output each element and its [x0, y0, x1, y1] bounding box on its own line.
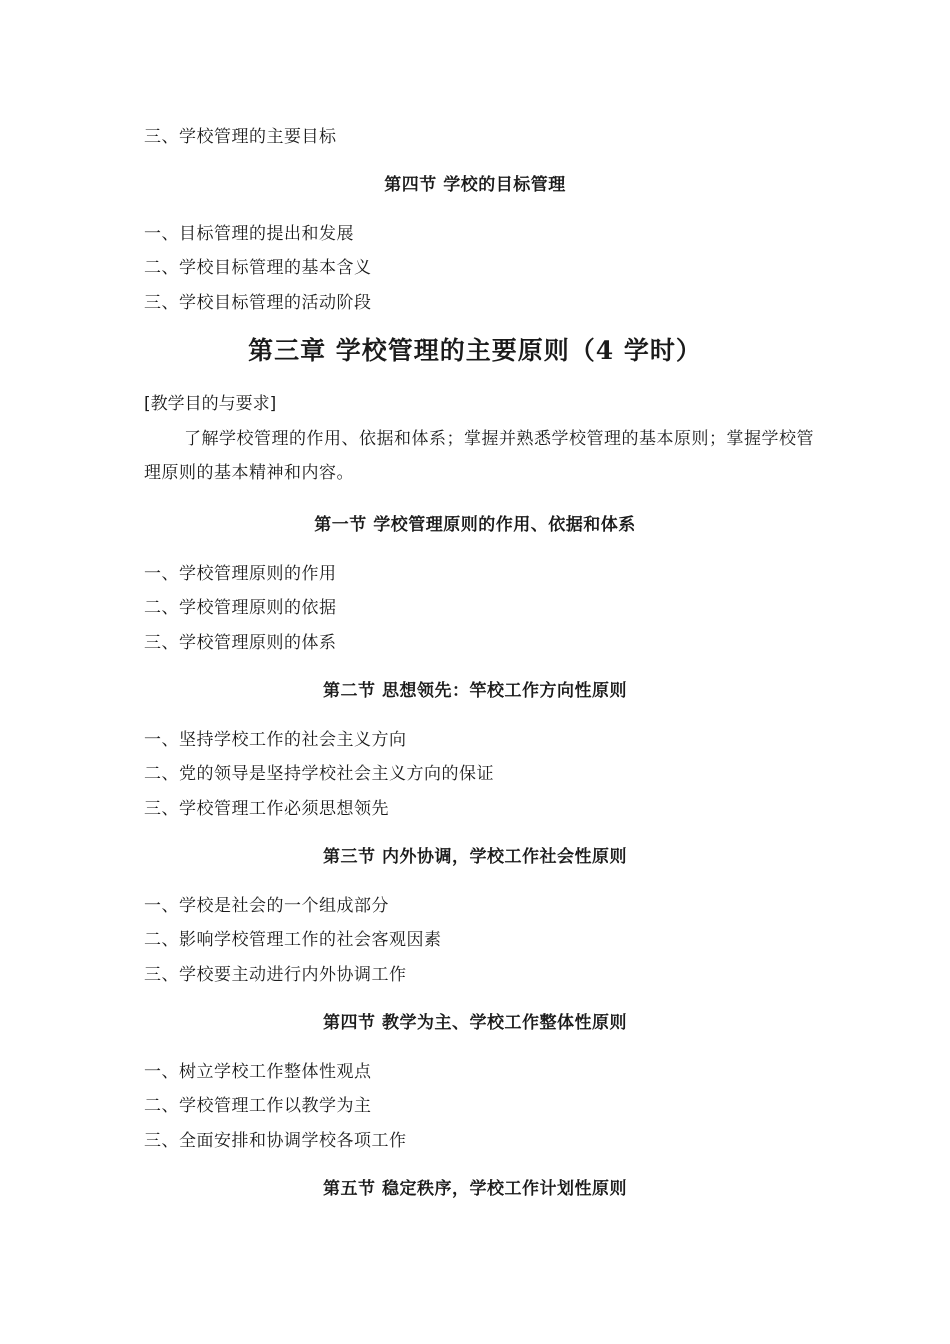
section-heading: 第三节 内外协调，学校工作社会性原则: [323, 847, 627, 867]
list-item: 二、学校目标管理的基本含义: [144, 258, 372, 278]
list-item: 三、学校目标管理的活动阶段: [144, 293, 372, 313]
section-heading: 第五节 稳定秩序，学校工作计划性原则: [323, 1179, 627, 1199]
objectives-label: [教学目的与要求]: [144, 394, 277, 414]
list-item: 二、学校管理工作以教学为主: [144, 1096, 372, 1116]
list-item: 二、学校管理原则的依据: [144, 598, 337, 618]
list-item: 三、全面安排和协调学校各项工作: [144, 1131, 407, 1151]
list-item: 一、目标管理的提出和发展: [144, 224, 354, 244]
section-heading: 第一节 学校管理原则的作用、依据和体系: [314, 515, 636, 535]
list-item: 一、学校是社会的一个组成部分: [144, 896, 389, 916]
list-item: 一、学校管理原则的作用: [144, 564, 337, 584]
list-item: 三、学校管理的主要目标: [144, 127, 337, 147]
list-item: 二、党的领导是坚持学校社会主义方向的保证: [144, 764, 494, 784]
section-heading: 第四节 教学为主、学校工作整体性原则: [323, 1013, 627, 1033]
list-item: 一、坚持学校工作的社会主义方向: [144, 730, 407, 750]
list-item: 三、学校要主动进行内外协调工作: [144, 965, 407, 985]
list-item: 二、影响学校管理工作的社会客观因素: [144, 930, 442, 950]
list-item: 三、学校管理工作必须思想领先: [144, 799, 389, 819]
list-item: 一、树立学校工作整体性观点: [144, 1062, 372, 1082]
section-heading: 第四节 学校的目标管理: [384, 175, 566, 195]
section-heading: 第二节 思想领先：竿校工作方向性原则: [323, 681, 627, 701]
chapter-heading: 第三章 学校管理的主要原则（4 学时）: [248, 336, 702, 365]
objectives-paragraph: 了解学校管理的作用、依据和体系；掌握并熟悉学校管理的基本原则；掌握学校管理原则的基本精神和内容。: [144, 429, 814, 483]
list-item: 三、学校管理原则的体系: [144, 633, 337, 653]
